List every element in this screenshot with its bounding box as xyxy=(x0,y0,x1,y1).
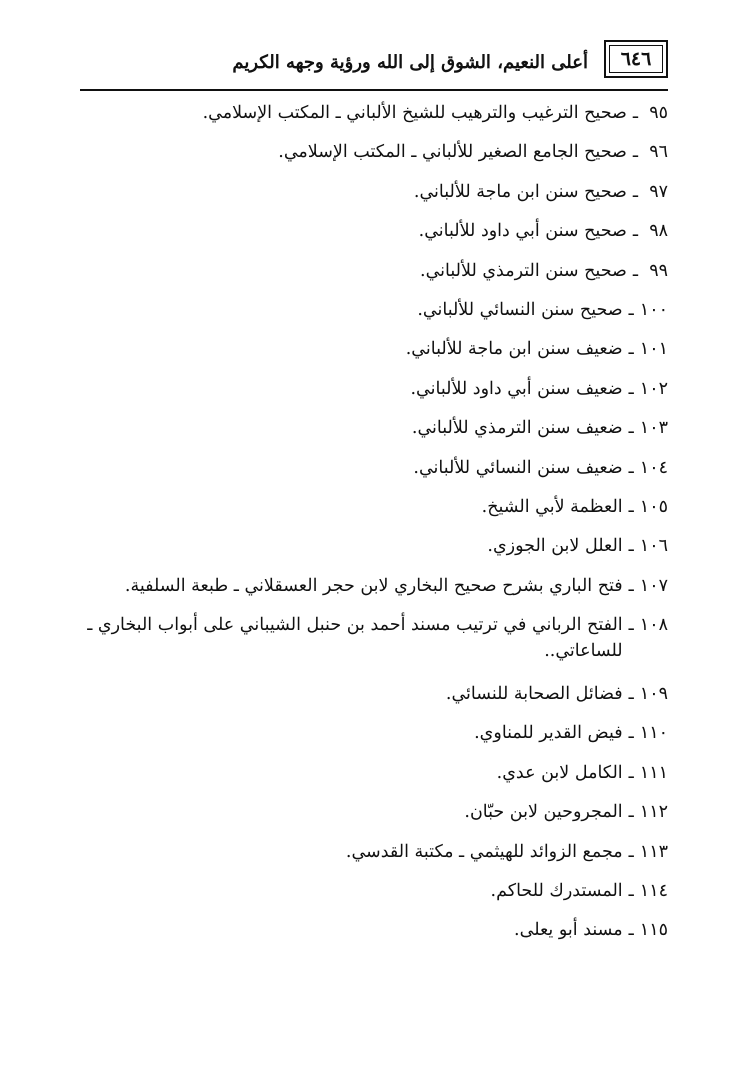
reference-dash: ـ xyxy=(628,615,634,636)
header-divider xyxy=(80,89,668,91)
reference-item xyxy=(80,455,668,494)
reference-number: ٩٧ xyxy=(649,181,668,202)
reference-number: ٩٨ xyxy=(649,221,668,242)
reference-number: ١٠١ xyxy=(639,339,668,360)
reference-item xyxy=(80,720,668,759)
reference-dash: ـ xyxy=(632,260,638,281)
reference-number: ١٠٥ xyxy=(639,496,668,517)
reference-number: ٩٦ xyxy=(649,142,668,163)
reference-text: صحيح سنن ابن ماجة للألباني. xyxy=(413,181,627,202)
reference-dash: ـ xyxy=(628,684,634,705)
reference-number: ١٠٣ xyxy=(639,418,668,439)
page-header xyxy=(80,40,668,88)
reference-dash: ـ xyxy=(628,418,634,439)
reference-text: مسند أبو يعلى. xyxy=(514,920,623,941)
reference-text: ضعيف سنن ابن ماجة للألباني. xyxy=(405,339,623,360)
reference-item xyxy=(80,297,668,336)
reference-dash: ـ xyxy=(628,802,634,823)
running-title: أعلى النعيم، الشوق إلى الله ورؤية وجهه الكريم xyxy=(232,52,588,73)
reference-text: ضعيف سنن أبي داود للألباني. xyxy=(410,378,623,399)
reference-text: فضائل الصحابة للنسائي. xyxy=(445,684,623,705)
reference-item xyxy=(80,839,668,878)
reference-dash: ـ xyxy=(628,496,634,517)
reference-item xyxy=(80,533,668,572)
reference-text: الكامل لابن عدي. xyxy=(496,762,623,783)
reference-dash: ـ xyxy=(628,299,634,320)
reference-text: المستدرك للحاكم. xyxy=(490,881,623,902)
reference-item xyxy=(80,681,668,720)
reference-dash: ـ xyxy=(628,378,634,399)
reference-text: فتح الباري بشرح صحيح البخاري لابن حجر العسقلاني ـ طبعة السلفية. xyxy=(124,575,623,596)
reference-dash: ـ xyxy=(632,181,638,202)
reference-item xyxy=(80,179,668,218)
reference-number: ٩٩ xyxy=(649,260,668,281)
reference-text: العلل لابن الجوزي. xyxy=(487,536,623,557)
reference-item xyxy=(80,100,668,139)
reference-item xyxy=(80,376,668,415)
reference-text: صحيح سنن النسائي للألباني. xyxy=(417,299,623,320)
reference-dash: ـ xyxy=(632,103,638,123)
reference-text: العظمة لأبي الشيخ. xyxy=(481,496,623,517)
reference-text: ضعيف سنن الترمذي للألباني. xyxy=(411,418,623,439)
reference-dash: ـ xyxy=(632,142,638,163)
reference-number: ١٠٠ xyxy=(639,299,668,320)
reference-dash: ـ xyxy=(628,536,634,557)
reference-number: ١٠٩ xyxy=(639,684,668,705)
reference-dash: ـ xyxy=(628,575,634,596)
reference-item xyxy=(80,218,668,257)
reference-number: ١٠٢ xyxy=(639,378,668,399)
reference-item xyxy=(80,494,668,533)
reference-number: ١٠٤ xyxy=(639,457,668,478)
reference-number: ١٠٧ xyxy=(639,575,668,596)
reference-item xyxy=(80,878,668,917)
reference-text: ضعيف سنن النسائي للألباني. xyxy=(413,457,623,478)
reference-item xyxy=(80,799,668,838)
reference-number: ١١٠ xyxy=(639,723,668,744)
reference-number: ١١٣ xyxy=(639,841,668,862)
reference-item xyxy=(80,760,668,799)
reference-item xyxy=(80,139,668,178)
reference-number: ١١١ xyxy=(639,762,668,783)
reference-text: صحيح سنن أبي داود للألباني. xyxy=(418,221,627,242)
reference-dash: ـ xyxy=(628,841,634,862)
reference-item xyxy=(80,917,668,956)
reference-item xyxy=(80,336,668,375)
reference-dash: ـ xyxy=(628,457,634,478)
reference-number: ٩٥ xyxy=(649,103,668,123)
page-number: ٦٤٦ xyxy=(620,48,652,70)
reference-item xyxy=(80,258,668,297)
reference-item xyxy=(80,612,668,681)
reference-dash: ـ xyxy=(632,221,638,242)
reference-list xyxy=(80,100,668,957)
reference-dash: ـ xyxy=(628,762,634,783)
reference-text: الفتح الرباني في ترتيب مسند أحمد بن حنبل الشيباني على أبواب البخاري ـ للساعاتي.. xyxy=(87,615,623,662)
reference-item xyxy=(80,415,668,454)
reference-dash: ـ xyxy=(628,339,634,360)
reference-text: صحيح الترغيب والترهيب للشيخ الألباني ـ المكتب الإسلامي. xyxy=(202,103,627,123)
reference-item xyxy=(80,573,668,612)
reference-number: ١١٥ xyxy=(639,920,668,941)
reference-text: مجمع الزوائد للهيثمي ـ مكتبة القدسي. xyxy=(345,841,623,862)
reference-number: ١١٢ xyxy=(639,802,668,823)
reference-dash: ـ xyxy=(628,881,634,902)
reference-dash: ـ xyxy=(628,723,634,744)
reference-number: ١٠٨ xyxy=(639,615,668,636)
reference-number: ١١٤ xyxy=(639,881,668,902)
reference-text: المجروحين لابن حبّان. xyxy=(464,802,623,823)
reference-text: فيض القدير للمناوي. xyxy=(474,723,623,744)
reference-text: صحيح الجامع الصغير للألباني ـ المكتب الإسلامي. xyxy=(278,142,627,163)
reference-dash: ـ xyxy=(628,920,634,941)
reference-text: صحيح سنن الترمذي للألباني. xyxy=(420,260,627,281)
reference-number: ١٠٦ xyxy=(639,536,668,557)
page-number-box xyxy=(604,40,668,78)
